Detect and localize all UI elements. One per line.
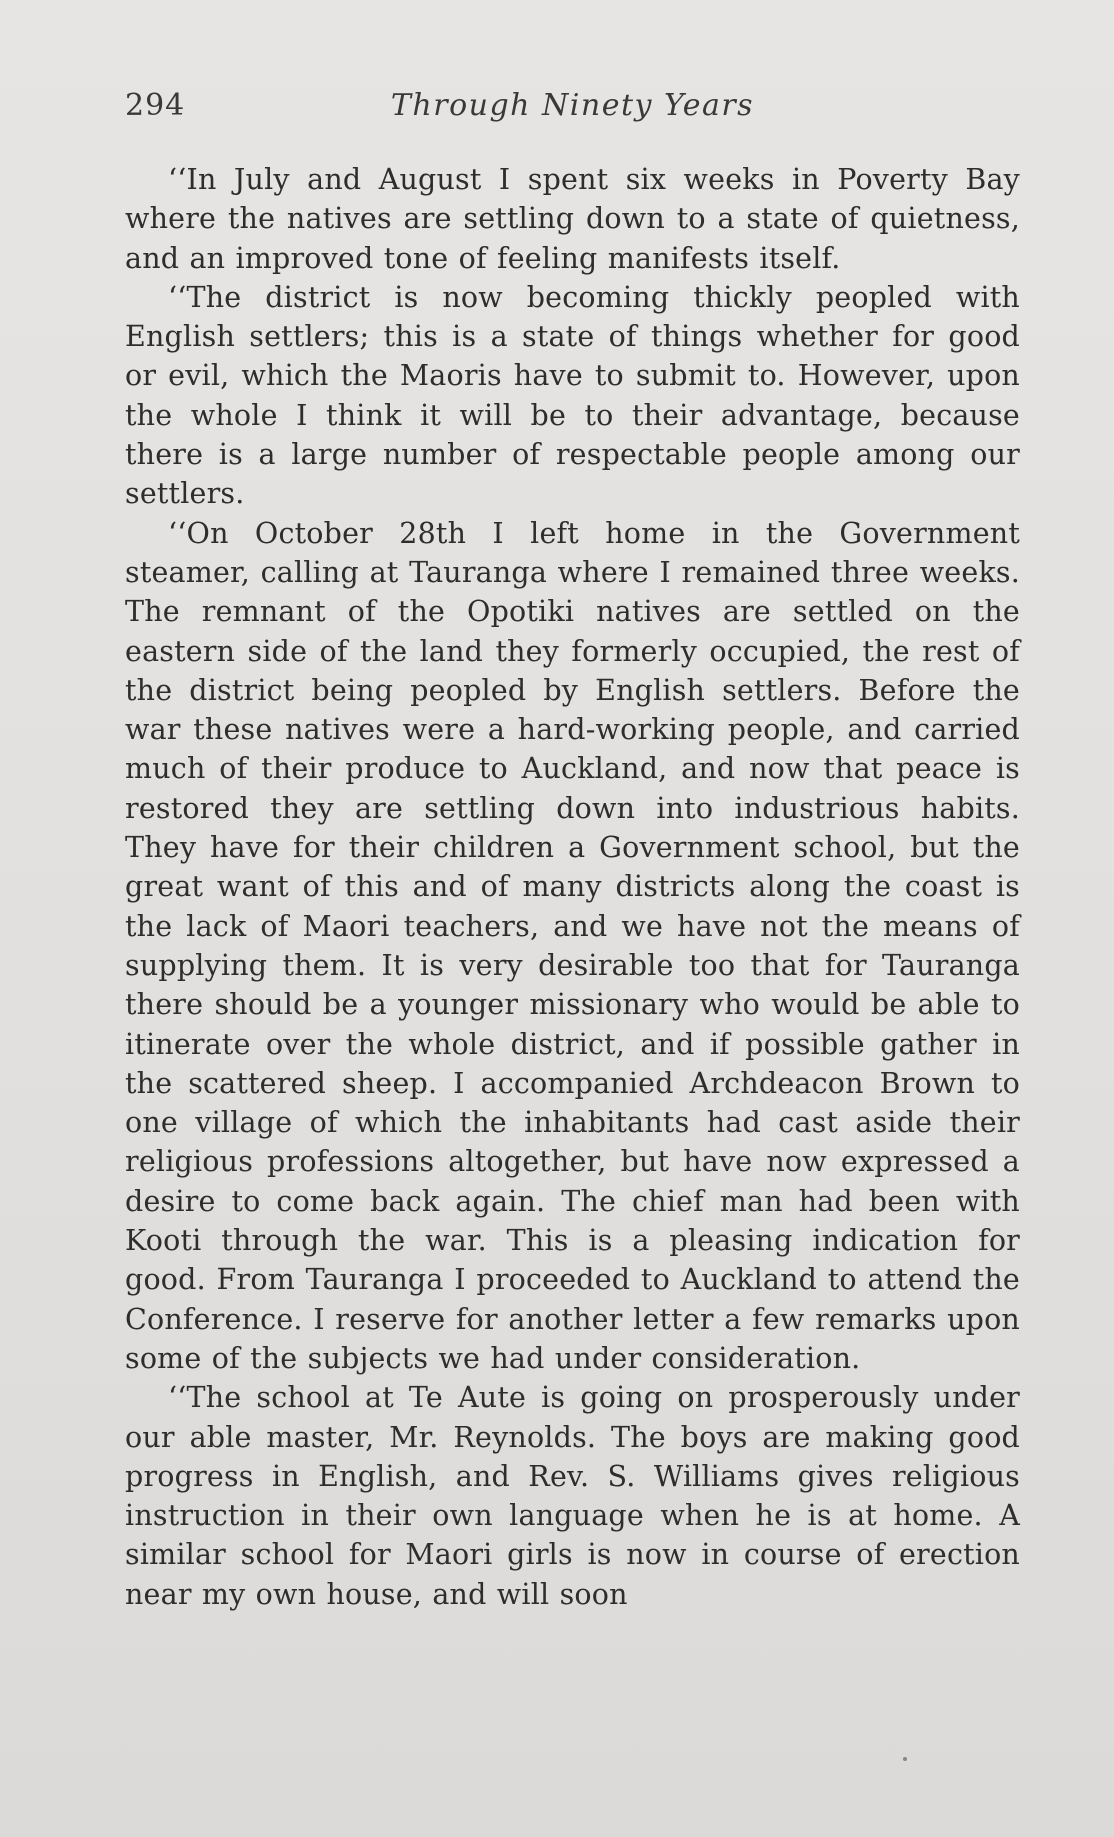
body-text — [125, 160, 1020, 1614]
paragraph: ‘‘The district is now becoming thickly peopled with English settlers; this is a state of things whether for good or evil, which the Maoris have to submit to. However, upon the whole I think it will be to their advantage, because there is a large number of respectable people among our settlers. — [125, 280, 1020, 511]
paragraph: ‘‘The school at Te Aute is going on prosperously under our able master, Mr. Reynolds. The boys are making good progress in English, and Rev. S. Williams gives religious instruction in their own language when he is at home. A similar school for Maori girls is now in course of erection near my own house, and will soon — [125, 1381, 1020, 1611]
page-number: 294 — [125, 88, 186, 123]
running-title: Through Ninety Years — [390, 88, 755, 123]
paper-speck — [903, 1757, 907, 1761]
paragraph: ‘‘In July and August I spent six weeks in Poverty Bay where the natives are settling down to a state of quietness, and an improved tone of feeling manifests itself. — [125, 163, 1020, 275]
paragraph: ‘‘On October 28th I left home in the Government steamer, calling at Tauranga where I remained three weeks. The remnant of the Opotiki natives are settled on the eastern side of the land they formerly occupied, the rest of the district being peopled by English settlers. Before the war these natives were a hard-working people, and carried much of their produce to Auckland, and now that peace is restored they are settling down into industrious habits. They have for their children a Government school, but the great want of this and of many districts along the coast is the lack of Maori teachers, and we have not the means of supplying them. It is very desirable too that for Tauranga there should be a younger missionary who would be able to itinerate over the whole district, and if possible gather in the scattered sheep. I accompanied Archdeacon Brown to one village of which the inhabitants had cast aside their religious professions altogether, but have now expressed a desire to come back again. The chief man had been with Kooti through the war. This is a pleasing indication for good. From Tauranga I proceeded to Auckland to attend the Conference. I reserve for another letter a few remarks upon some of the subjects we had under consideration. — [125, 516, 1020, 1375]
page-header — [125, 88, 1020, 128]
